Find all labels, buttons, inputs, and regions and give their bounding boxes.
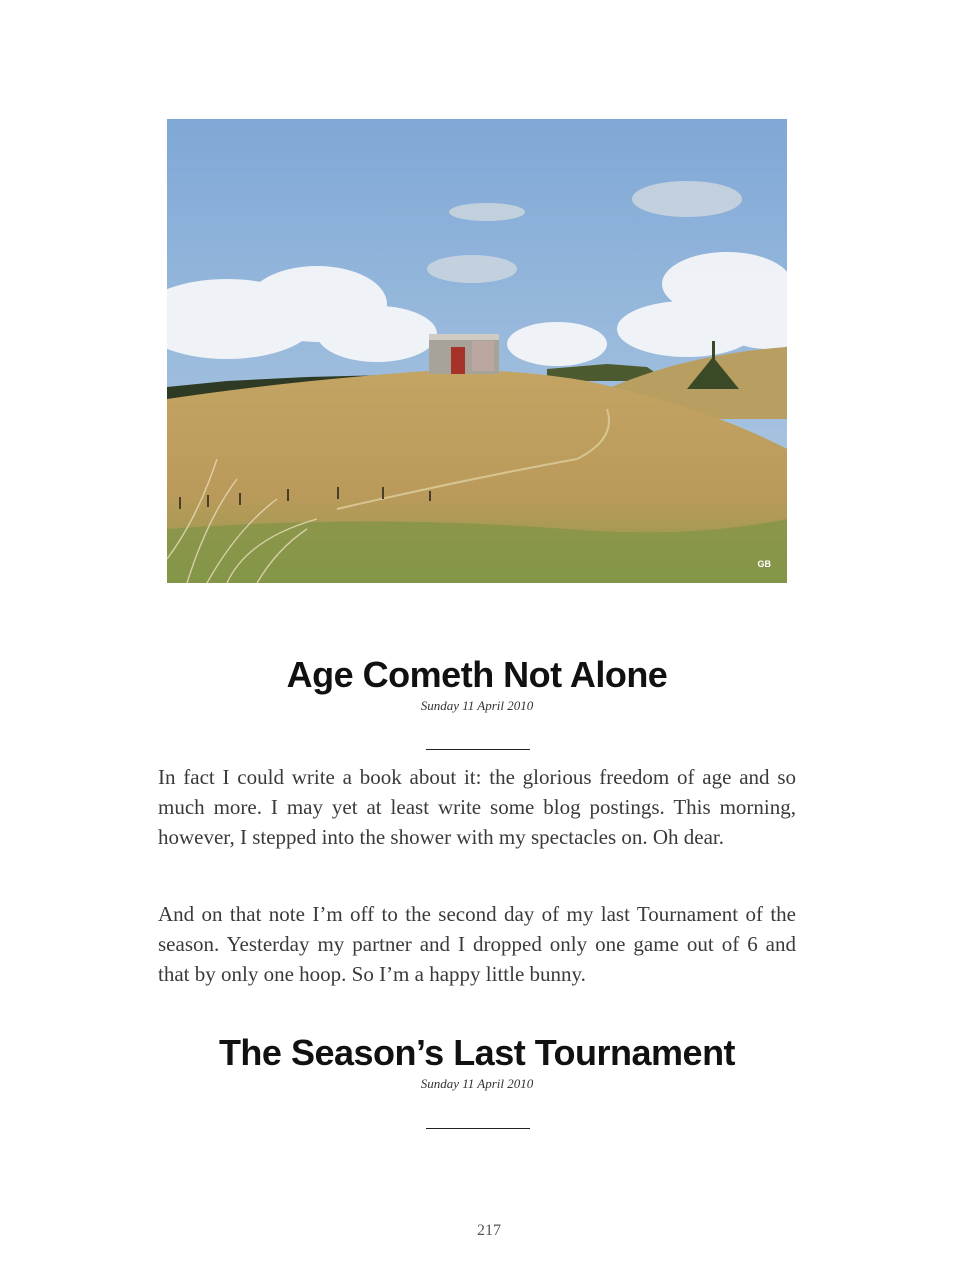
landscape-photo bbox=[167, 119, 787, 583]
post-date: Sunday 11 April 2010 bbox=[420, 698, 534, 713]
title-divider bbox=[426, 749, 530, 750]
post-title: The Season’s Last Tournament bbox=[218, 1032, 736, 1073]
post-paragraph: In fact I could write a book about it: the glorious freedom of age and so much more. I may yet at least write some blog postings. This morning, however, I stepped into the shower with my spectacles on. Oh dear. bbox=[158, 765, 796, 849]
post-title: Age Cometh Not Alone bbox=[286, 654, 668, 695]
photo-credit: GB bbox=[757, 559, 771, 569]
landscape-image bbox=[167, 119, 787, 583]
shed-graphic bbox=[429, 334, 499, 374]
post-date: Sunday 11 April 2010 bbox=[420, 1076, 534, 1091]
title-divider bbox=[426, 1128, 530, 1129]
post-paragraph: And on that note I’m off to the second day of my last Tournament of the season. Yesterday my partner and I dropped only one game out of 6 and that by only one hoop. So I’m a happy little bunny. bbox=[158, 902, 796, 986]
page-number: 217 bbox=[477, 1222, 501, 1239]
